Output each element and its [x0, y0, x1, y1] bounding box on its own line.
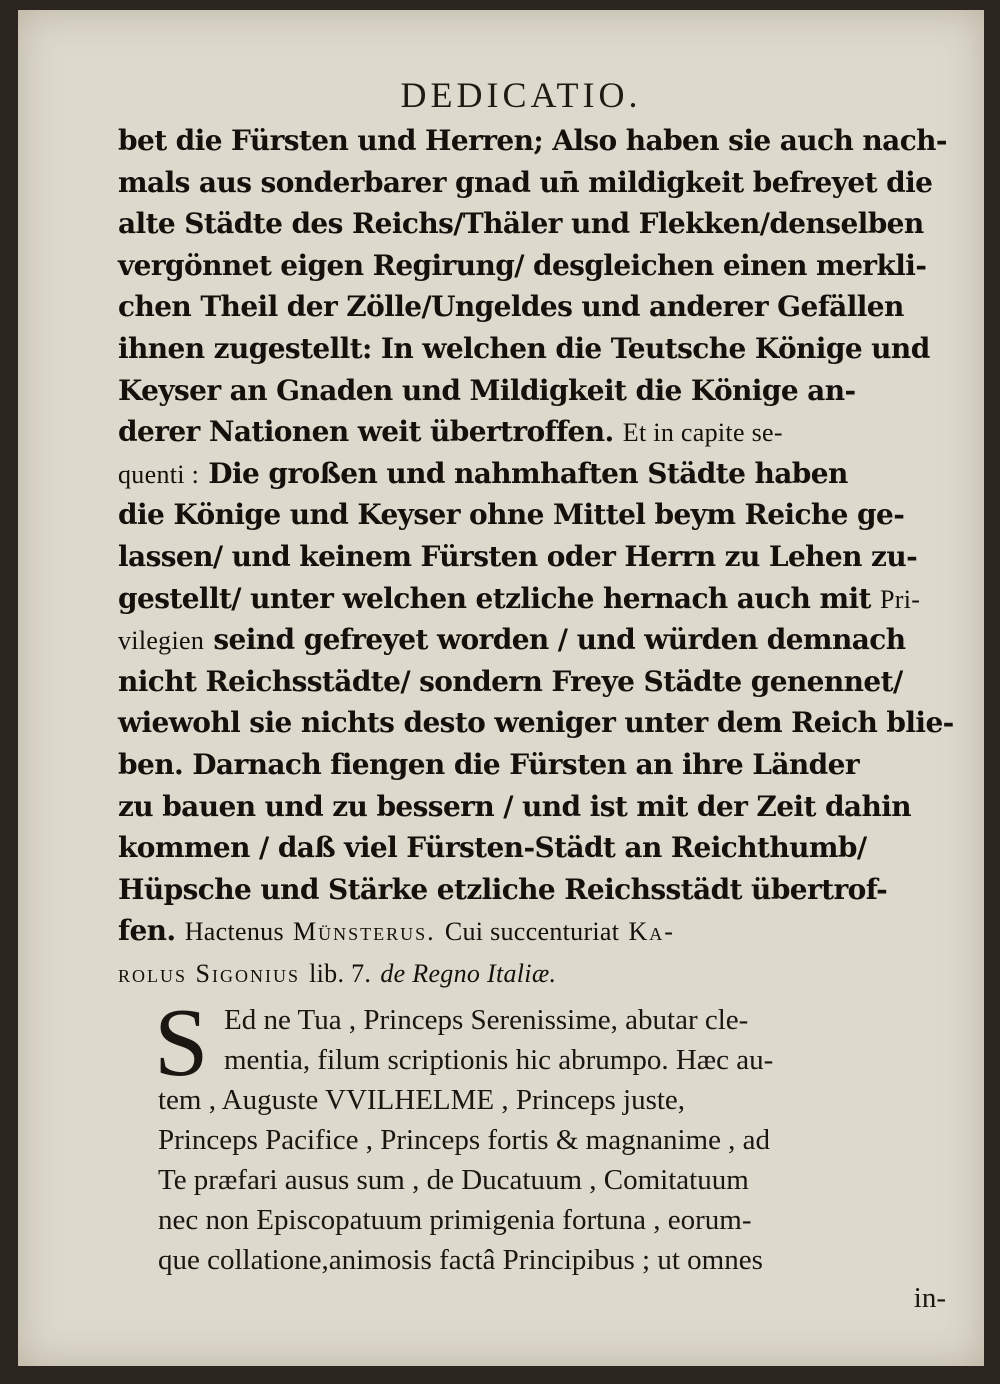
text-line: alte Städte des Reichs/Thäler und Flekken/denselben [118, 207, 924, 241]
latin-span: lib. 7. [309, 958, 372, 988]
text-line: Princeps Pacifice , Princeps fortis & magnanime , ad [158, 1124, 771, 1156]
german-span: gestellt/ unter welchen etzliche hernach auch mit [118, 581, 871, 615]
work-title: de Regno Italiæ. [380, 958, 557, 988]
latin-span: Hactenus [184, 917, 284, 947]
text-line: bet die Fürsten und Herren; Also haben sie auch nach- [118, 124, 947, 157]
text-line: Ed ne Tua , Princeps Serenissime, abutar cle- [224, 1004, 749, 1036]
latin-span: Pri- [880, 584, 921, 614]
catchword: in- [913, 1282, 946, 1314]
text-line: zu bauen und zu bessern / und ist mit der Zeit dahin [118, 789, 912, 823]
text-line: nec non Episcopatuum primigenia fortuna , eorum- [158, 1204, 752, 1236]
text-line-mixed [118, 453, 930, 495]
text-line: Te præfari ausus sum , de Ducatuum , Comitatuum [158, 1164, 749, 1196]
author-name: Münsterus. [293, 917, 436, 947]
german-span: Die großen und nahmhaften Städte haben [208, 456, 848, 490]
text-line-mixed [118, 910, 930, 952]
text-line: ihnen zugestellt: In welchen die Teutsche Könige und [118, 331, 930, 365]
latin-span: quenti : [118, 459, 200, 489]
german-span: fen. [118, 914, 176, 948]
latin-paragraph [154, 989, 958, 1280]
page-sheet [18, 10, 984, 1366]
text-line-mixed [118, 578, 930, 620]
text-line: die Könige und Keyser ohne Mittel beym Reiche ge- [118, 498, 905, 532]
text-line: vergönnet eigen Regirung/ desgleichen einen merkli- [118, 248, 927, 282]
text-line: nicht Reichsstädte/ sondern Freye Städte genennet/ [118, 664, 903, 698]
text-line: wiewohl sie nichts desto weniger unter dem Reich blie- [118, 706, 954, 740]
drop-capital: S [154, 989, 209, 1097]
german-span: seind gefreyet worden / und würden demnach [213, 623, 906, 657]
latin-span: Et in capite se- [622, 418, 783, 448]
text-line-mixed [118, 411, 930, 453]
author-name: Ka- [628, 917, 675, 947]
text-line: tem , Auguste VVILHELME , Princeps juste, [158, 1084, 686, 1116]
text-line: mals aus sonderbarer gnad un̄ mildigkeit befreyet die [118, 165, 933, 199]
text-line-mixed [118, 619, 930, 661]
text-line: Hüpsche und Stärke etzliche Reichsstädt übertrof- [118, 872, 888, 906]
text-line: kommen / daß viel Fürsten-Städt an Reichthumb/ [118, 831, 867, 865]
latin-span: Cui succenturiat [444, 917, 620, 947]
latin-span: vilegien [118, 626, 205, 656]
text-line: Keyser an Gnaden und Mildigkeit die Könige an- [118, 373, 856, 407]
text-line: lassen/ und keinem Fürsten oder Herrn zu Lehen zu- [118, 539, 918, 573]
text-line: mentia, filum scriptionis hic abrumpo. Hæc au- [224, 1044, 774, 1076]
text-line: ben. Darnach fiengen die Fürsten an ihre Länder [118, 747, 860, 781]
text-line: chen Theil der Zölle/Ungeldes und anderer Gefällen [118, 290, 904, 324]
text-line-mixed [118, 952, 930, 994]
german-span: derer Nationen weit übertroffen. [118, 415, 614, 449]
german-text-block [118, 120, 954, 993]
running-head: DEDICATIO. [400, 75, 642, 115]
text-line: que collatione,animosis factâ Principibus ; ut omnes [158, 1244, 763, 1276]
author-name: rolus Sigonius [118, 958, 300, 988]
